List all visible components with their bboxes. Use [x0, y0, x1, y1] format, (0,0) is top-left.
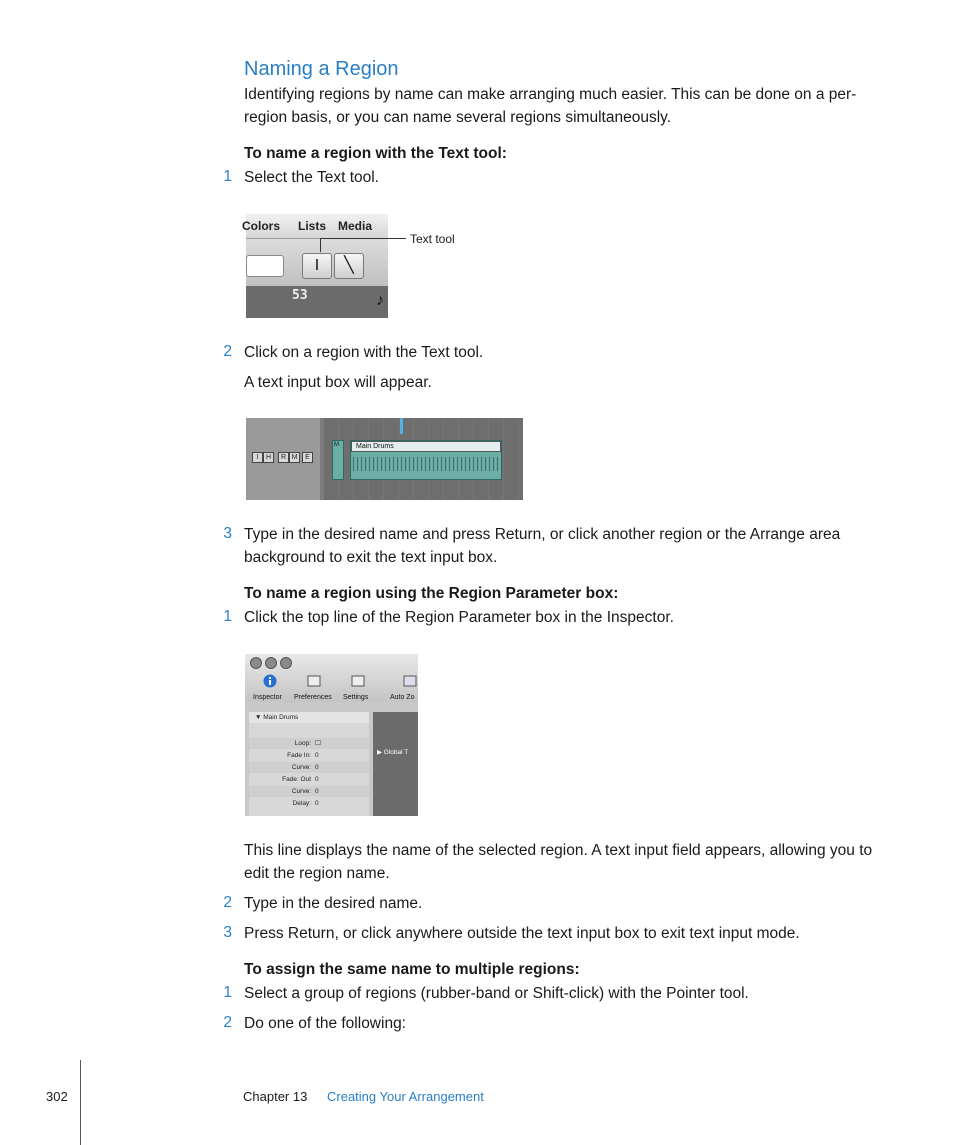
step-text: Select the Text tool.: [244, 169, 379, 186]
preferences-label: Preferences: [294, 694, 332, 701]
window-toolbar: [245, 654, 418, 702]
parameter-row: Curve: 0: [249, 762, 369, 773]
track-button-i: I: [252, 452, 263, 463]
step-number: 2: [223, 894, 232, 911]
step-result: This line displays the name of the selected region. A text input field appears, allowing you to edit the region name.: [244, 842, 873, 882]
callout-line: [320, 238, 406, 239]
intro-paragraph: Identifying regions by name can make arranging much easier. This can be done on a per-region basis, or you can name several regions simultaneously.: [244, 86, 857, 126]
parameter-row: Loop: ☐: [249, 738, 369, 749]
step-text: Press Return, or click anywhere outside the text input box to exit text input mode.: [244, 925, 800, 942]
step-number: 2: [223, 343, 232, 360]
region-name-row: [249, 712, 369, 723]
track-button-m: M: [289, 452, 300, 463]
zoom-icon: [280, 657, 292, 669]
region-screenshot: [246, 418, 523, 500]
region-name-label: ▼ Main Drums: [255, 714, 299, 721]
step-number: 3: [223, 924, 232, 941]
pencil-tool-icon: ╲: [334, 253, 364, 279]
step-text: Select a group of regions (rubber-band or Shift-click) with the Pointer tool.: [244, 985, 749, 1002]
close-icon: [250, 657, 262, 669]
parameter-row: Curve: 0: [249, 786, 369, 797]
step-text: Do one of the following:: [244, 1015, 406, 1032]
track-button-r: R: [278, 452, 289, 463]
small-region: [332, 440, 344, 480]
footer-chapter-title[interactable]: Creating Your Arrangement: [327, 1089, 484, 1104]
step-number: 3: [223, 525, 232, 542]
preferences-icon: [307, 674, 321, 688]
parameter-row: [249, 725, 369, 736]
procedure-heading-multiple: To assign the same name to multiple regions:: [244, 961, 580, 978]
step-text: Type in the desired name.: [244, 895, 423, 912]
track-list: [373, 712, 418, 816]
step-number: 1: [223, 608, 232, 625]
step-text: Type in the desired name and press Return, or click another region or the Arrange area background to exit the text input box.: [244, 526, 841, 566]
region-name-input: Main Drums: [351, 441, 501, 452]
bar-number: 53: [292, 288, 308, 303]
settings-icon: [351, 674, 365, 688]
step-number: 2: [223, 1014, 232, 1031]
inspector-screenshot: [245, 654, 418, 816]
step-text: Click the top line of the Region Parameter box in the Inspector.: [244, 609, 674, 626]
procedure-heading-parameter-box: To name a region using the Region Parameter box:: [244, 585, 619, 602]
section-title: Naming a Region: [244, 58, 399, 80]
callout-text-tool: Text tool: [410, 232, 455, 246]
track-button-e: E: [302, 452, 313, 463]
menu-item-lists: Lists: [298, 219, 327, 233]
procedure-heading-text-tool: To name a region with the Text tool:: [244, 145, 507, 162]
toolbar-screenshot: [242, 214, 388, 318]
music-note-icon: ♪: [376, 292, 384, 309]
region-parameter-box: [249, 712, 369, 816]
callout-tick: [320, 238, 321, 252]
inspector-label: Inspector: [253, 694, 282, 701]
parameter-row: Delay: 0: [292, 800, 319, 807]
stepper-field: [246, 255, 284, 277]
menu-bar: [242, 214, 388, 239]
auto-zoom-icon: [403, 674, 417, 688]
info-icon: [263, 674, 277, 688]
footer-divider: [80, 1060, 81, 1145]
page-number: 302: [46, 1089, 68, 1104]
small-region-label: M: [334, 442, 339, 448]
track-header: [246, 418, 320, 500]
playhead: [400, 418, 403, 434]
menu-item-colors: Colors: [242, 219, 281, 233]
footer-chapter: Chapter 13: [243, 1089, 308, 1104]
auto-zoom-label: Auto Zo: [390, 694, 415, 701]
step-number: 1: [223, 168, 232, 185]
tool-bar: [246, 239, 388, 291]
parameter-row: Fade In: 0: [287, 752, 319, 759]
settings-label: Settings: [343, 694, 369, 701]
step-result: A text input box will appear.: [244, 374, 432, 391]
menu-item-media: Media: [338, 219, 373, 233]
minimize-icon: [265, 657, 277, 669]
audio-region: [350, 440, 502, 480]
global-tracks-label: ▶ Global T: [377, 749, 409, 756]
text-tool-icon: I: [302, 253, 332, 279]
step-number: 1: [223, 984, 232, 1001]
bar-ruler: [246, 286, 388, 318]
step-text: Click on a region with the Text tool.: [244, 344, 484, 361]
parameter-row: Fade: Out 0: [282, 776, 319, 783]
track-button-h: H: [263, 452, 274, 463]
waveform: [353, 457, 499, 471]
